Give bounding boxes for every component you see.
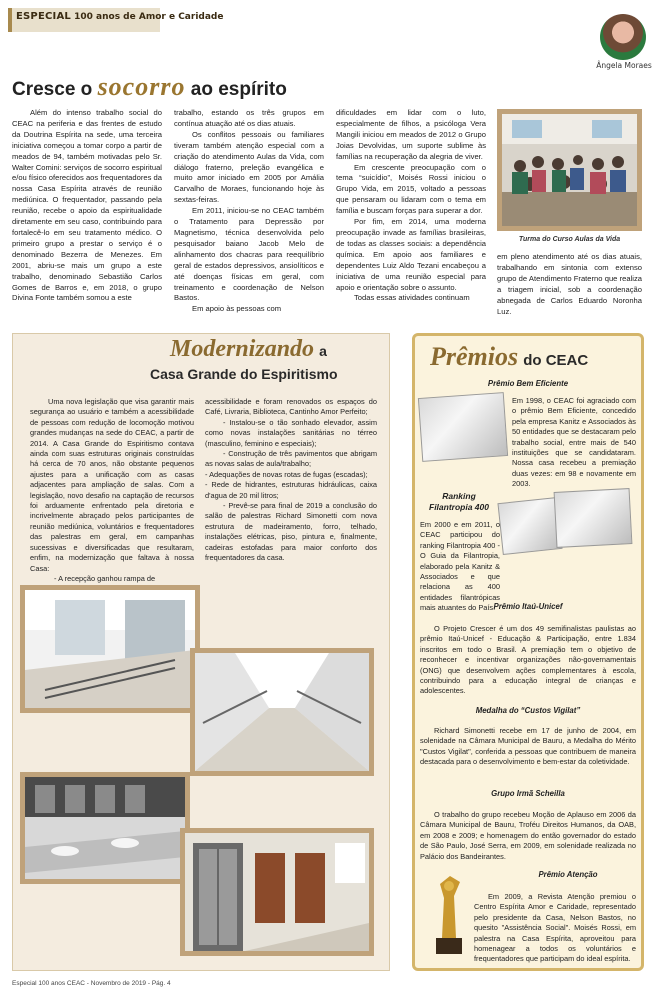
- paragraph: Em 2000 e em 2011, o CEAC participou do ranking Filantropia 400 - O Guia da Filantropia, elaborado pela Kanitz & Associados e que relaciona as 400 entidades filantrópicas mais atuantes do País.: [420, 520, 500, 613]
- paragraph: acessibilidade e foram renovados os espaços do Café, Livraria, Biblioteca, Cantinho Amor Perfeito;: [205, 397, 377, 417]
- premio-atencao-title: Prêmio Atenção: [538, 870, 598, 879]
- grupo-irma-scheilla-title: Grupo Irmã Scheilla: [491, 789, 565, 798]
- premios-title: [430, 342, 588, 372]
- paragraph: - A recepção ganhou rampa de: [54, 573, 156, 583]
- elevator-illustration: [185, 833, 369, 951]
- paragraph: em pleno atendimento até os dias atuais, trabalhando em sintonia com extenso grupo de Atendimento Fraterno que realiza a triagem inicial, sob a coordenação abnegada de Carlos Eduardo Noronha Luz.: [497, 252, 642, 316]
- medalha-custos-vigilat-title: Medalha do “Custos Vigilat”: [475, 706, 581, 715]
- ranking-filantropia-title: Ranking Filantropia 400: [429, 491, 489, 512]
- paragraph: trabalho, estando os três grupos em contínua atuação até os dias atuais.: [174, 108, 324, 128]
- paragraph: Os conflitos pessoais ou familiares tiveram também atenção especial com a criação do atendimento Aulas da Vida, com diálogo fraterno, preleção evangélica e muito amor iniciado em 2005 por Amália Carvalho de Moraes, funcionando hoje às sextas-feiras.: [174, 129, 324, 205]
- paragraph: - Instalou-se o tão sonhado elevador, assim como novas instalações sanitárias no térreo (masculino, feminino e especiais);: [205, 417, 377, 448]
- reception-photo: [20, 585, 200, 713]
- corridor-illustration: [195, 653, 369, 771]
- paragraph: Richard Simonetti recebe em 17 de junho de 2004, em solenidade na Câmara Municipal de Bauru, a Medalha do Mérito "Custos Vigilat", conferida a pessoas que contribuem de maneira destacada para o desenvolvimento e bem-estar da coletividade.: [420, 726, 636, 767]
- elevator-photo: [180, 828, 374, 956]
- paragraph: Todas essas atividades continuam: [354, 293, 470, 303]
- corridor-photo: [190, 648, 374, 776]
- grupo-irma-scheilla-text: [420, 810, 636, 862]
- reception-illustration: [25, 590, 195, 708]
- article-title: [12, 72, 287, 102]
- trophy-icon: [430, 876, 468, 956]
- article-column-1: [12, 108, 162, 316]
- premio-itau-unicef-text: [420, 624, 636, 696]
- author-name: Ângela Moraes: [596, 61, 652, 70]
- paragraph: - Construção de três pavimentos que abrigam as novas salas de aula/trabalho;: [205, 449, 377, 469]
- paragraph: Em crescente preocupação com o tema “suicídio”, Moisés Rossi iniciou o Grupo Vida, em 2015, voltado a pessoas que pensaram ou lidaram com o tema em família e buscam forças para superar a dor.: [336, 162, 486, 216]
- premio-bem-eficiente-title: Prêmio Bem Eficiente: [487, 379, 569, 388]
- class-photo-illustration: [502, 114, 637, 226]
- article-title-post: ao espírito: [190, 79, 287, 100]
- paragraph: Além do intenso trabalho social do CEAC na periferia e das frentes de estudo da Doutrina Espírita na sede, uma terceira iniciativa começou a tomar corpo a partir de meados de 94, também motivadas pelo Sr. Walter Comini: serviços de socorro espiritual e/ou físico oferecidos aos frequentadores da nossa Casa Espírita através de reunião mediúnica. O frequentador, passando pela reunião, recebe o apoio da espiritualidade diretamente em seu caso, contribuindo para fortalecê-lo em seu tratamento médico. O primeiro grupo a prestar o serviço é o denominado Bezerra de Menezes. Em 2001, abriu-se mais um grupo a este trabalho, denominado Sebastião Carlos Gomes de Barros e, em 2018, o grupo Divina Fonte também somou a este: [12, 108, 162, 303]
- article-column-4: [497, 252, 642, 320]
- paragraph: O Projeto Crescer é um dos 49 semifinalistas paulistas ao prêmio Itaú-Unicef - Educação & Participação, entre 1.834 inscritos em todo o Brasil. A premiação tem o objetivo de reconhecer e incentivar organizações não-governamentais (ONG) que desenvolvem ações complementares à escola, contribuindo para a educação integral de crianças e adolescentes.: [420, 624, 636, 696]
- modernizando-subtitle: Casa Grande do Espiritismo: [150, 366, 338, 382]
- modernizando-title: [170, 336, 327, 363]
- premio-atencao-text: [474, 892, 636, 962]
- modernizando-column-2: [205, 397, 377, 579]
- restroom-illustration: [25, 777, 185, 879]
- article-column-2: [174, 108, 324, 316]
- bem-eficiente-certificate: [418, 392, 508, 462]
- premios-title-main: Prêmios: [430, 342, 519, 371]
- premio-bem-eficiente-text-top: [512, 396, 636, 489]
- paragraph: - Rede de hidrantes, estruturas hidráulicas, caixa d'agua de 20 mil litros;: [205, 480, 377, 500]
- medalha-custos-vigilat-text: [420, 726, 636, 776]
- section-tag-text: 100 anos de Amor e Caridade: [74, 12, 224, 22]
- paragraph: Em 2011, iniciou-se no CEAC também o Tratamento para Depressão por Magnetismo, técnica desenvolvida pelo pesquisador baiano Jacob Melo de alinhamento dos chacras para reequilíbrio geral de estados depressivos, ansiolíticos e até doenças físicas em geral, com treinamento e coordenação de Nelson Bastos.: [174, 206, 324, 303]
- paragraph: Em 2009, a Revista Atenção premiou o Centro Espírita Amor e Caridade, representado pelo presidente da Casa, Nelson Bastos, no quesito "Assistência Social". Moisés Rossi, em palestra na Casa Espírita, aproveitou para homenagear a todos os voluntários e frequentadores que participam do ideal espírita.: [474, 892, 636, 964]
- modernizando-title-main: Modernizando: [170, 336, 315, 362]
- restroom-photo: [20, 772, 190, 884]
- premios-title-suffix: do CEAC: [523, 352, 589, 369]
- paragraph: Em 1998, o CEAC foi agraciado com o prêmio Bem Eficiente, concedido pela empresa Kanitz e Associados às 50 entidades que se destacaram pelo trabalho social, entre mais de 540 instituições que se candidataram. Nossa casa recebeu a premiação duas vezes: em 98 e novamente em 2003.: [512, 396, 636, 489]
- page-footer: Especial 100 anos CEAC - Novembro de 2019 - Pág. 4: [12, 980, 171, 987]
- paragraph: dificuldades em lidar com o luto, especialmente de filhos, a psicóloga Vera Mangili iniciou em meados de 2012 o Grupo Joias Devolvidas, um suporte sublime às famílias na recuperação da alegria de viver.: [336, 108, 486, 161]
- modernizando-column-1: [30, 397, 194, 583]
- article-title-highlight: socorro: [97, 72, 186, 101]
- photo-caption: Turma do Curso Aulas da Vida: [518, 236, 621, 243]
- author-avatar: [600, 14, 646, 60]
- paragraph: Por fim, em 2014, uma moderna preocupação invade as famílias brasileiras, de todas as classes sociais: a dependência química. Em apoio aos familiares e dependentes Luiz Aldo Tezani encabeçou a iniciativa de uma reunião especial para apoio e orientação sobre o assunto.: [336, 217, 486, 292]
- article-title-pre: Cresce o: [12, 79, 93, 100]
- paragraph: Em apoio às pessoas com: [192, 304, 282, 314]
- paragraph: O trabalho do grupo recebeu Moção de Aplauso em 2006 da Câmara Municipal de Bauru, Troféu Direitos Humanos, da OAB, em 2008 e 2009; e homenagem do então governador do estado de São Paulo, José Serra, em 2009, em solenidade realizada no Palácio dos Bandeirantes.: [420, 810, 636, 861]
- article-column-3: [336, 108, 486, 316]
- premio-itau-unicef-title: Prêmio Itaú-Unicef: [493, 602, 563, 611]
- section-tag: [8, 8, 224, 32]
- class-photo: [497, 109, 642, 231]
- paragraph: - Adequações de novas rotas de fugas (escadas);: [205, 469, 368, 479]
- paragraph: - Prevê-se para final de 2019 a conclusão do salão de palestras Richard Simonetti com nova estrutura de madeiramento, forro, telhado, instalações elétricas, piso, pintura e, finalmente, cadeiras estofadas para maior conforto dos frequentadores da casa.: [205, 501, 377, 563]
- section-tag-bold: ESPECIAL: [16, 11, 71, 22]
- paragraph: Uma nova legislação que visa garantir mais segurança ao usuário e também a acessibilidade de pessoas com redução de locomoção motivou grandes mudanças na sede do CEAC, a partir de 2014. A Casa Grande do Espiritismo contava ainda com suas estruturas originais construídas há cerca de 70 anos, não obstante pequenos ajustes para a unificação com as casas adjacentes para ampliação de salas. Com a legislação, novo desafio na captação de recursos foi arduamente enfrentado pela diretoria e incrivelmente abraçado pelos participantes de reunião mediúnica, voluntários e frequentadores das palestras em geral, em campanhas sucessivas e diversificadas que resultaram, enfim, na modernização que faltava à nossa Casa:: [30, 397, 194, 573]
- modernizando-title-suffix: a: [319, 343, 327, 359]
- atencao-trophy: [430, 876, 468, 956]
